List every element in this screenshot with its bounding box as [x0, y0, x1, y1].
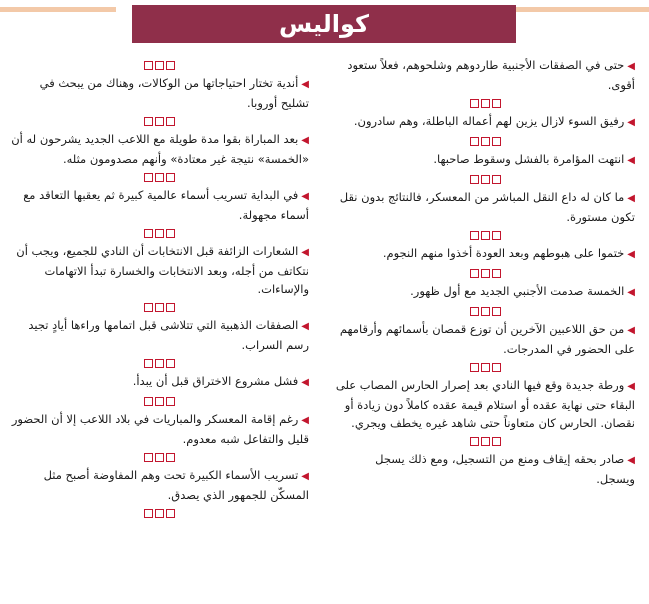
square-icon	[155, 509, 164, 518]
news-item	[9, 372, 309, 392]
square-icon	[492, 137, 501, 146]
square-icon	[470, 363, 479, 372]
news-item-text: صادر بحقه إيقاف ومنع من التسجيل، ومع ذلك يسجل ويسجل.	[375, 452, 635, 486]
square-icon	[470, 231, 479, 240]
square-icon	[155, 453, 164, 462]
separator-squares-icon	[9, 112, 309, 130]
square-icon	[144, 117, 153, 126]
separator-squares-icon	[335, 358, 635, 376]
bullet-arrow-icon: ◀	[627, 249, 635, 260]
news-item-text: ورطة جديدة وقع فيها النادي بعد إصرار الحارس المصاب على البقاء حتى نهاية عقده أو استلام قيمة عقده كاملاً دون زيادة أو نقصان. الحارس كان متعاوناً حتى شاهد غيره يخطف ويجري.	[335, 378, 635, 430]
news-item	[335, 188, 635, 226]
bullet-arrow-icon: ◀	[627, 455, 635, 466]
bullet-arrow-icon: ◀	[301, 79, 309, 90]
separator-squares-icon	[9, 448, 309, 466]
square-icon	[481, 269, 490, 278]
square-icon	[166, 453, 175, 462]
square-icon	[481, 363, 490, 372]
square-icon	[166, 359, 175, 368]
separator-squares-icon	[9, 504, 309, 522]
square-icon	[155, 303, 164, 312]
separator-squares-icon	[9, 224, 309, 242]
separator-squares-icon	[335, 132, 635, 150]
square-icon	[144, 359, 153, 368]
news-item-text: رفيق السوء لازال يزين لهم أعماله الباطلة، وهم سادرون.	[353, 114, 625, 128]
news-item-text: الصفقات الذهبية التي تتلاشى قبل اتمامها وراءها أيادٍ تجيد رسم السراب.	[28, 318, 309, 352]
section-title	[132, 5, 516, 43]
news-item-text: ما كان له داع النقل المباشر من المعسكر، فالنتائج بدون نقل تكون مستورة.	[339, 190, 635, 224]
square-icon	[470, 137, 479, 146]
bullet-arrow-icon: ◀	[627, 155, 635, 166]
square-icon	[470, 307, 479, 316]
square-icon	[155, 229, 164, 238]
left-column	[9, 56, 309, 522]
separator-squares-icon	[9, 168, 309, 186]
bullet-arrow-icon: ◀	[627, 193, 635, 204]
separator-squares-icon	[9, 298, 309, 316]
separator-squares-icon	[335, 302, 635, 320]
bullet-arrow-icon: ◀	[627, 287, 635, 298]
bullet-arrow-icon: ◀	[301, 247, 309, 258]
bullet-arrow-icon: ◀	[301, 471, 309, 482]
news-item-text: من حق اللاعبين الآخرين أن توزع قمصان بأسمائهم وأرقامهم على الحضور في المدرجات.	[339, 322, 635, 356]
news-item	[335, 112, 635, 132]
news-item	[9, 316, 309, 354]
news-item-text: الشعارات الزائفة قبل الانتخابات أن النادي للجميع، ويجب أن نتكاتف من أجله، وبعد الانتخابات والخسارة تبدأ الاتهامات والإساءات.	[16, 244, 309, 296]
square-icon	[470, 437, 479, 446]
square-icon	[144, 303, 153, 312]
decorative-top-bar-left	[0, 7, 116, 12]
square-icon	[166, 397, 175, 406]
separator-squares-icon	[335, 170, 635, 188]
square-icon	[492, 99, 501, 108]
news-item	[9, 74, 309, 112]
news-item-text: رغم إقامة المعسكر والمباريات في بلاد اللاعب إلا أن الحضور قليل والتفاعل شبه معدوم.	[11, 412, 309, 446]
news-item-text: ختموا على هبوطهم وبعد العودة أخذوا منهم النجوم.	[382, 246, 625, 260]
news-item-text: في البداية تسريب أسماء عالمية كبيرة ثم يعقبها التعاقد مع أسماء مجهولة.	[23, 188, 309, 222]
square-icon	[144, 509, 153, 518]
square-icon	[155, 173, 164, 182]
news-item	[335, 320, 635, 358]
bullet-arrow-icon: ◀	[627, 61, 635, 72]
square-icon	[470, 175, 479, 184]
square-icon	[155, 117, 164, 126]
news-item	[335, 56, 635, 94]
square-icon	[481, 99, 490, 108]
news-item	[9, 186, 309, 224]
section-title-text: كواليس	[279, 10, 369, 38]
square-icon	[492, 307, 501, 316]
square-icon	[481, 307, 490, 316]
square-icon	[470, 99, 479, 108]
separator-squares-icon	[335, 226, 635, 244]
square-icon	[492, 363, 501, 372]
separator-squares-icon	[9, 392, 309, 410]
news-item	[335, 150, 635, 170]
news-item	[335, 376, 635, 432]
bullet-arrow-icon: ◀	[301, 377, 309, 388]
square-icon	[155, 397, 164, 406]
square-icon	[144, 173, 153, 182]
square-icon	[166, 117, 175, 126]
square-icon	[492, 175, 501, 184]
news-item-text: فشل مشروع الاختراق قبل أن يبدأ.	[132, 374, 299, 388]
square-icon	[144, 397, 153, 406]
bullet-arrow-icon: ◀	[627, 117, 635, 128]
separator-squares-icon	[9, 56, 309, 74]
news-item-text: حتى في الصفقات الأجنبية طاردوهم وشلحوهم، فعلاً ستعود أقوى.	[347, 58, 635, 92]
news-item	[9, 242, 309, 298]
square-icon	[492, 437, 501, 446]
bullet-arrow-icon: ◀	[627, 325, 635, 336]
square-icon	[166, 61, 175, 70]
square-icon	[470, 269, 479, 278]
square-icon	[166, 229, 175, 238]
news-item	[335, 282, 635, 302]
news-item	[9, 466, 309, 504]
news-item	[335, 244, 635, 264]
bullet-arrow-icon: ◀	[301, 415, 309, 426]
square-icon	[144, 229, 153, 238]
square-icon	[166, 173, 175, 182]
separator-squares-icon	[335, 432, 635, 450]
square-icon	[166, 509, 175, 518]
news-item-text: أندية تختار احتياجاتها من الوكالات، وهناك من يبحث في تشليح أوروبا.	[39, 76, 309, 110]
square-icon	[492, 231, 501, 240]
square-icon	[155, 359, 164, 368]
news-item-text: تسريب الأسماء الكبيرة تحت وهم المفاوضة أصبح مثل المسكّن للجمهور الذي يصدق.	[43, 468, 309, 502]
bullet-arrow-icon: ◀	[627, 381, 635, 392]
right-column	[335, 56, 635, 488]
news-item-text: الخمسة صدمت الأجنبي الجديد مع أول ظهور.	[410, 284, 625, 298]
square-icon	[144, 61, 153, 70]
news-item	[335, 450, 635, 488]
square-icon	[166, 303, 175, 312]
decorative-top-bar-right	[515, 7, 649, 12]
square-icon	[144, 453, 153, 462]
square-icon	[155, 61, 164, 70]
square-icon	[481, 231, 490, 240]
square-icon	[481, 437, 490, 446]
square-icon	[492, 269, 501, 278]
bullet-arrow-icon: ◀	[301, 135, 309, 146]
bullet-arrow-icon: ◀	[301, 321, 309, 332]
separator-squares-icon	[335, 94, 635, 112]
news-item	[9, 130, 309, 168]
news-item-text: بعد المباراة بقوا مدة طويلة مع اللاعب الجديد يشرحون له أن «الخمسة» نتيجة غير معتادة» وأنهم مصدومون مثله.	[11, 132, 309, 166]
bullet-arrow-icon: ◀	[301, 191, 309, 202]
separator-squares-icon	[9, 354, 309, 372]
news-item	[9, 410, 309, 448]
separator-squares-icon	[335, 264, 635, 282]
square-icon	[481, 175, 490, 184]
news-item-text: انتهت المؤامرة بالفشل وسقوط صاحبها.	[433, 152, 625, 166]
square-icon	[481, 137, 490, 146]
